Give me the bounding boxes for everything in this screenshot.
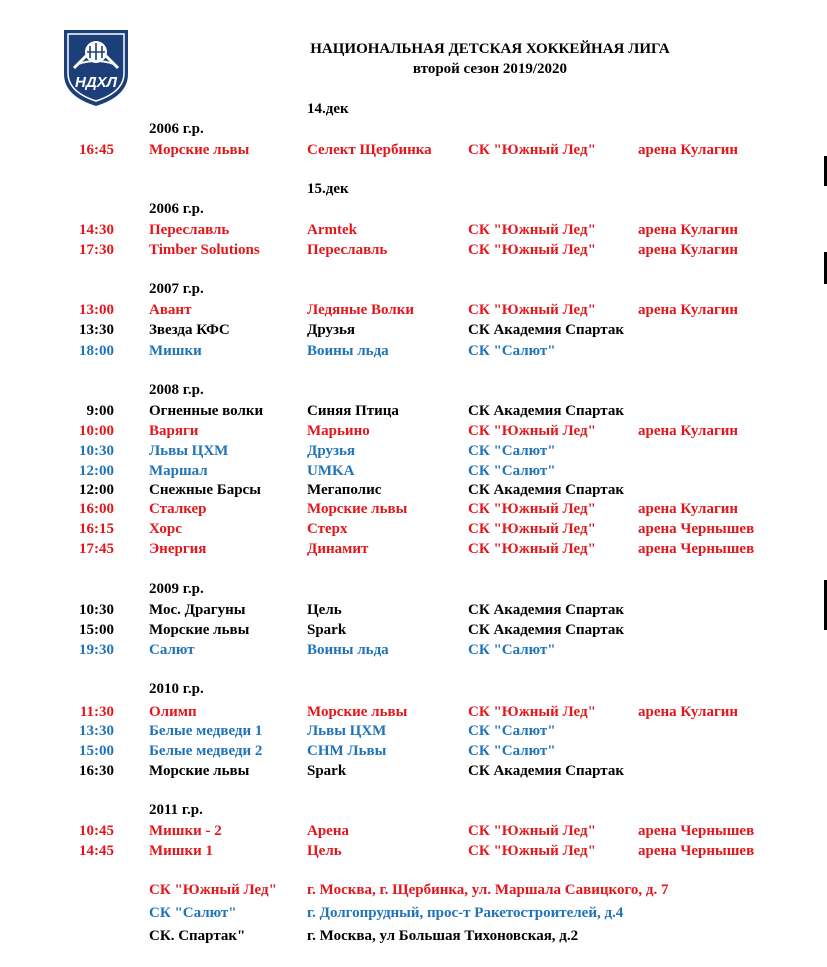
- game-time: 15:00: [79, 622, 114, 638]
- venue: СК "Южный Лед": [468, 704, 596, 720]
- home-team: Энергия: [149, 541, 207, 557]
- home-team: Львы ЦХМ: [149, 443, 229, 459]
- venue: СК Академия Спартак: [468, 482, 624, 498]
- away-team: Armtek: [307, 222, 357, 238]
- home-team: Авант: [149, 302, 192, 318]
- away-team: Spark: [307, 622, 347, 638]
- game-row: [0, 761, 827, 781]
- arena: арена Кулагин: [638, 704, 739, 720]
- arena: арена Кулагин: [638, 501, 739, 517]
- game-time: 10:45: [79, 823, 114, 839]
- game-time: 15:00: [79, 743, 114, 759]
- home-team: Сталкер: [149, 501, 207, 517]
- venue: СК "Южный Лед": [468, 501, 596, 517]
- game-time: 11:30: [79, 704, 114, 720]
- game-time: 18:00: [79, 343, 114, 359]
- venue-name: СК "Салют": [149, 905, 237, 921]
- game-row: [0, 341, 827, 361]
- game-row: [0, 499, 827, 519]
- game-row: [0, 539, 827, 559]
- away-team: UMKA: [307, 463, 355, 479]
- game-time: 17:45: [79, 541, 114, 557]
- away-team: Синяя Птица: [307, 403, 399, 419]
- age-group-label: 2006 г.р.: [149, 121, 204, 137]
- venue: СК "Салют": [468, 463, 556, 479]
- away-team: Цель: [307, 843, 342, 859]
- venue-address: г. Москва, ул Большая Тихоновская, д.2: [307, 928, 579, 944]
- venue: СК "Салют": [468, 443, 556, 459]
- game-row: [0, 401, 827, 421]
- game-time: 10:00: [79, 423, 114, 439]
- game-row: [0, 320, 827, 340]
- venue: СК "Южный Лед": [468, 843, 596, 859]
- ndhl-logo: [56, 24, 136, 108]
- game-row: [0, 620, 827, 640]
- home-team: Снежные Барсы: [149, 482, 261, 498]
- home-team: Мишки - 2: [149, 823, 222, 839]
- game-row: [0, 721, 827, 741]
- game-time: 10:30: [79, 602, 114, 618]
- game-row: [0, 461, 827, 481]
- page-title: НАЦИОНАЛЬНАЯ ДЕТСКАЯ ХОККЕЙНАЯ ЛИГА: [310, 41, 670, 57]
- game-row: [0, 300, 827, 320]
- away-team: Воины льда: [307, 642, 389, 658]
- game-row: [0, 702, 827, 722]
- away-team: Марьино: [307, 423, 370, 439]
- venue: СК Академия Спартак: [468, 322, 624, 338]
- away-team: Динамит: [307, 541, 369, 557]
- game-time: 12:00: [79, 463, 114, 479]
- page-subtitle: второй сезон 2019/2020: [412, 61, 568, 77]
- date-label: 15.дек: [307, 181, 349, 197]
- home-team: Олимп: [149, 704, 197, 720]
- venue: СК "Салют": [468, 343, 556, 359]
- game-row: [0, 480, 827, 500]
- venue: СК "Салют": [468, 723, 556, 739]
- game-row: [0, 519, 827, 539]
- away-team: Морские львы: [307, 704, 408, 720]
- away-team: Селект Щербинка: [307, 142, 432, 158]
- game-row: [0, 421, 827, 441]
- home-team: Морские львы: [149, 763, 250, 779]
- venue: СК "Южный Лед": [468, 242, 596, 258]
- away-team: Львы ЦХМ: [307, 723, 387, 739]
- game-row: [0, 640, 827, 660]
- venue: СК Академия Спартак: [468, 602, 624, 618]
- home-team: Салют: [149, 642, 195, 658]
- away-team: Морские львы: [307, 501, 408, 517]
- venue-address: г. Долгопрудный, прос-т Ракетостроителей, д.4: [307, 905, 624, 921]
- home-team: Мишки 1: [149, 843, 213, 859]
- game-time: 16:15: [79, 521, 114, 537]
- home-team: Переславль: [149, 222, 230, 238]
- venue-address: г. Москва, г. Щербинка, ул. Маршала Савицкого, д. 7: [307, 882, 669, 898]
- venue: СК "Южный Лед": [468, 823, 596, 839]
- game-row: [0, 741, 827, 761]
- age-group-label: 2008 г.р.: [149, 382, 204, 398]
- home-team: Маршал: [149, 463, 208, 479]
- home-team: Морские львы: [149, 622, 250, 638]
- home-team: Timber Solutions: [149, 242, 260, 258]
- game-time: 16:45: [79, 142, 114, 158]
- game-row: [0, 240, 827, 260]
- away-team: Стерх: [307, 521, 348, 537]
- away-team: Spark: [307, 763, 347, 779]
- date-label: 14.дек: [307, 101, 349, 117]
- away-team: Друзья: [307, 322, 356, 338]
- hockey-shield-icon: [56, 24, 136, 108]
- game-time: 12:00: [79, 482, 114, 498]
- home-team: Морские львы: [149, 142, 250, 158]
- arena: арена Чернышев: [638, 823, 755, 839]
- age-group-label: 2011 г.р.: [149, 802, 203, 818]
- venue: СК "Салют": [468, 743, 556, 759]
- venue: СК "Южный Лед": [468, 142, 596, 158]
- away-team: Переславль: [307, 242, 388, 258]
- away-team: Цель: [307, 602, 342, 618]
- arena: арена Кулагин: [638, 222, 739, 238]
- home-team: Мишки: [149, 343, 202, 359]
- game-time: 14:30: [79, 222, 114, 238]
- age-group-label: 2007 г.р.: [149, 281, 204, 297]
- venue: СК Академия Спартак: [468, 403, 624, 419]
- game-time: 17:30: [79, 242, 114, 258]
- away-team: Мегаполис: [307, 482, 382, 498]
- home-team: Варяги: [149, 423, 199, 439]
- arena: арена Кулагин: [638, 142, 739, 158]
- game-row: [0, 841, 827, 861]
- arena: арена Чернышев: [638, 541, 755, 557]
- game-row: [0, 821, 827, 841]
- venue-name: СК "Южный Лед": [149, 882, 277, 898]
- game-row: [0, 220, 827, 240]
- venue: СК "Южный Лед": [468, 423, 596, 439]
- game-time: 13:00: [79, 302, 114, 318]
- game-row: [0, 600, 827, 620]
- age-group-label: 2010 г.р.: [149, 681, 204, 697]
- venue: СК "Южный Лед": [468, 302, 596, 318]
- venue: СК "Южный Лед": [468, 222, 596, 238]
- venue-name: СК. Спартак": [149, 928, 246, 944]
- age-group-label: 2009 г.р.: [149, 581, 204, 597]
- game-time: 19:30: [79, 642, 114, 658]
- venue: СК "Салют": [468, 642, 556, 658]
- game-time: 16:00: [79, 501, 114, 517]
- game-row: [0, 441, 827, 461]
- venue: СК Академия Спартак: [468, 763, 624, 779]
- game-time: 14:45: [79, 843, 114, 859]
- arena: арена Кулагин: [638, 423, 739, 439]
- game-time: 13:30: [79, 322, 114, 338]
- home-team: Белые медведи 1: [149, 723, 263, 739]
- arena: арена Кулагин: [638, 302, 739, 318]
- venue: СК "Южный Лед": [468, 521, 596, 537]
- home-team: Белые медведи 2: [149, 743, 263, 759]
- arena: арена Чернышев: [638, 521, 755, 537]
- game-row: [0, 140, 827, 160]
- game-time: 10:30: [79, 443, 114, 459]
- game-time: 9:00: [86, 403, 114, 419]
- age-group-label: 2006 г.р.: [149, 201, 204, 217]
- away-team: Друзья: [307, 443, 356, 459]
- home-team: Мос. Драгуны: [149, 602, 246, 618]
- home-team: Хорс: [149, 521, 182, 537]
- home-team: Звезда КФС: [149, 322, 230, 338]
- venue: СК "Южный Лед": [468, 541, 596, 557]
- game-time: 16:30: [79, 763, 114, 779]
- away-team: Воины льда: [307, 343, 389, 359]
- away-team: Ледяные Волки: [307, 302, 415, 318]
- home-team: Огненные волки: [149, 403, 264, 419]
- away-team: СНМ Львы: [307, 743, 387, 759]
- away-team: Арена: [307, 823, 349, 839]
- venue: СК Академия Спартак: [468, 622, 624, 638]
- svg-text:НДХЛ: НДХЛ: [75, 74, 117, 91]
- arena: арена Чернышев: [638, 843, 755, 859]
- game-time: 13:30: [79, 723, 114, 739]
- arena: арена Кулагин: [638, 242, 739, 258]
